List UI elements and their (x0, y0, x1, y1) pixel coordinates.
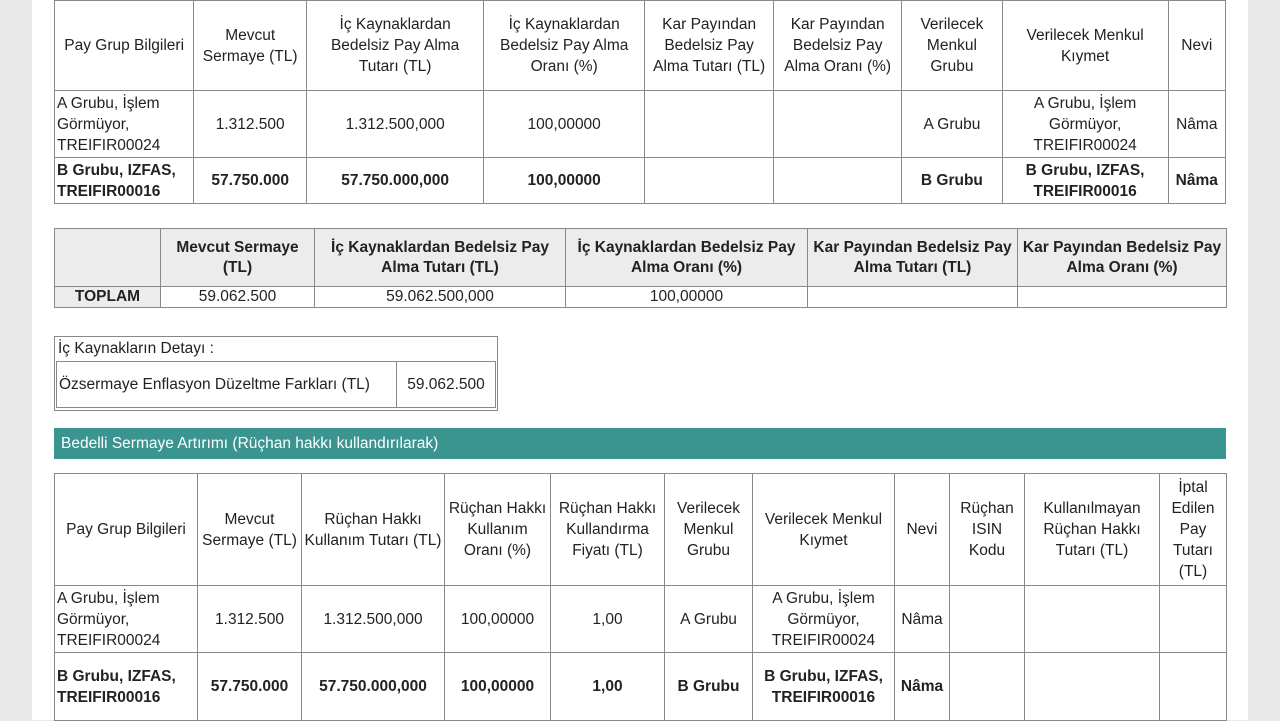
internal-resources-detail (54, 336, 498, 411)
table-cell: 59.062.500,000 (315, 287, 566, 308)
table-cell: 100,00000 (445, 653, 551, 721)
detail-value: 59.062.500 (397, 362, 496, 408)
detail-label: Özsermaye Enflasyon Düzeltme Farkları (TL) (57, 362, 397, 408)
table-cell: 1,00 (551, 586, 665, 653)
table-cell: Nâma (1168, 158, 1225, 204)
table-cell: B Grubu, IZFAS, TREIFIR00016 (1002, 158, 1168, 204)
totals-table (54, 228, 1227, 308)
table-cell: 1,00 (551, 653, 665, 721)
totals-row (55, 287, 1227, 308)
header-cell: İç Kaynaklardan Bedelsiz Pay Alma Tutarı (TL) (307, 1, 484, 91)
table-cell (1160, 586, 1227, 653)
table-cell: B Grubu, IZFAS, TREIFIR00016 (753, 653, 895, 721)
totals-header-row (55, 229, 1227, 287)
table-cell: 1.312.500 (194, 91, 307, 158)
table-cell (1160, 653, 1227, 721)
detail-table (56, 361, 496, 408)
header-cell: Verilecek Menkul Grubu (665, 474, 753, 586)
header-cell: Verilecek Menkul Kıymet (753, 474, 895, 586)
table-row (57, 362, 496, 408)
bonus-issue-table-wrap (54, 0, 1226, 204)
table-cell: A Grubu, İşlem Görmüyor, TREIFIR00024 (55, 586, 198, 653)
table-cell: 100,00000 (445, 586, 551, 653)
table-cell: B Grubu (665, 653, 753, 721)
header-cell: Kar Payından Bedelsiz Pay Alma Tutarı (TL) (645, 1, 774, 91)
header-cell: Pay Grup Bilgileri (55, 1, 194, 91)
table-cell: 57.750.000,000 (302, 653, 445, 721)
table-cell: 100,00000 (484, 158, 645, 204)
header-cell: Kar Payından Bedelsiz Pay Alma Oranı (%) (774, 1, 902, 91)
header-cell: Nevi (895, 474, 950, 586)
table-cell (774, 158, 902, 204)
table-cell: 57.750.000,000 (307, 158, 484, 204)
table-cell (1025, 586, 1160, 653)
table-cell: 57.750.000 (194, 158, 307, 204)
table-cell: 100,00000 (484, 91, 645, 158)
totals-table-wrap (54, 228, 1226, 308)
table-cell: B Grubu, IZFAS, TREIFIR00016 (55, 653, 198, 721)
bonus-issue-table (54, 0, 1226, 204)
table-row (55, 91, 1226, 158)
header-cell: Kullanılmayan Rüçhan Hakkı Tutarı (TL) (1025, 474, 1160, 586)
header-cell: Mevcut Sermaye (TL) (194, 1, 307, 91)
table-row (55, 586, 1227, 653)
header-cell: İç Kaynaklardan Bedelsiz Pay Alma Oranı (%) (566, 229, 808, 287)
header-cell: Mevcut Sermaye (TL) (161, 229, 315, 287)
header-cell: Verilecek Menkul Grubu (902, 1, 1002, 91)
table-row (55, 653, 1227, 721)
table-cell (774, 91, 902, 158)
table-cell: 59.062.500 (161, 287, 315, 308)
table-cell: Nâma (1168, 91, 1225, 158)
table-cell (1025, 653, 1160, 721)
header-cell: Verilecek Menkul Kıymet (1002, 1, 1168, 91)
detail-title: İç Kaynakların Detayı : (58, 340, 214, 357)
table-cell: B Grubu (902, 158, 1002, 204)
table-cell: 1.312.500,000 (307, 91, 484, 158)
table-cell: A Grubu (665, 586, 753, 653)
table-cell (645, 91, 774, 158)
table-header-row (55, 474, 1227, 586)
table-cell: Nâma (895, 653, 950, 721)
header-cell: Mevcut Sermaye (TL) (198, 474, 302, 586)
header-cell: Rüçhan Hakkı Kullandırma Fiyatı (TL) (551, 474, 665, 586)
table-cell: 1.312.500,000 (302, 586, 445, 653)
table-cell: B Grubu, IZFAS, TREIFIR00016 (55, 158, 194, 204)
section-header-bar: Bedelli Sermaye Artırımı (Rüçhan hakkı kullandırılarak) (54, 428, 1226, 459)
table-cell: A Grubu, İşlem Görmüyor, TREIFIR00024 (55, 91, 194, 158)
table-cell: 57.750.000 (198, 653, 302, 721)
header-cell (55, 229, 161, 287)
table-cell (1018, 287, 1227, 308)
table-row (55, 158, 1226, 204)
header-cell: Rüçhan Hakkı Kullanım Oranı (%) (445, 474, 551, 586)
header-cell: Kar Payından Bedelsiz Pay Alma Tutarı (TL) (808, 229, 1018, 287)
page (32, 0, 1248, 720)
table-cell: 100,00000 (566, 287, 808, 308)
table-header-row (55, 1, 1226, 91)
table-cell: 1.312.500 (198, 586, 302, 653)
table-cell (808, 287, 1018, 308)
table-cell: A Grubu (902, 91, 1002, 158)
header-cell: İptal Edilen Pay Tutarı (TL) (1160, 474, 1227, 586)
rights-issue-table (54, 473, 1227, 721)
header-cell: İç Kaynaklardan Bedelsiz Pay Alma Oranı (%) (484, 1, 645, 91)
header-cell: Pay Grup Bilgileri (55, 474, 198, 586)
header-cell: Rüçhan Hakkı Kullanım Tutarı (TL) (302, 474, 445, 586)
rights-issue-table-wrap (54, 473, 1226, 721)
table-cell (950, 653, 1025, 721)
totals-label: TOPLAM (55, 287, 161, 308)
table-cell: Nâma (895, 586, 950, 653)
table-cell: A Grubu, İşlem Görmüyor, TREIFIR00024 (753, 586, 895, 653)
header-cell: Nevi (1168, 1, 1225, 91)
table-cell (645, 158, 774, 204)
table-cell: A Grubu, İşlem Görmüyor, TREIFIR00024 (1002, 91, 1168, 158)
header-cell: İç Kaynaklardan Bedelsiz Pay Alma Tutarı (TL) (315, 229, 566, 287)
header-cell: Rüçhan ISIN Kodu (950, 474, 1025, 586)
header-cell: Kar Payından Bedelsiz Pay Alma Oranı (%) (1018, 229, 1227, 287)
table-cell (950, 586, 1025, 653)
